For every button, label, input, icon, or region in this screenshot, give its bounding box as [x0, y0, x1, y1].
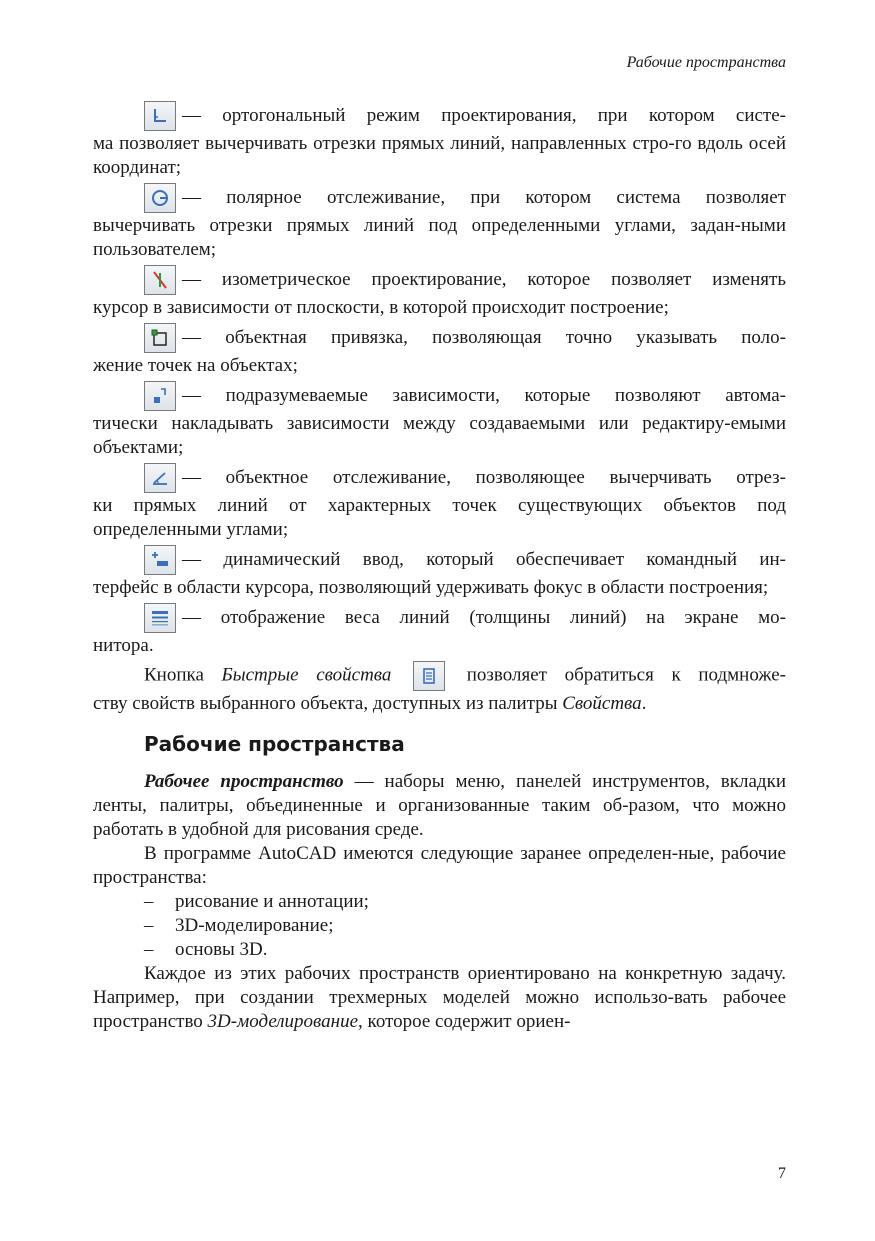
definition-text: — подразумеваемые зависимости, которые позволяют автома-	[182, 385, 786, 406]
definition-continuation: курсор в зависимости от плоскости, в которой происходит построение;	[93, 297, 669, 318]
definition-continuation: ки прямых линий от характерных точек существующих объектов под определенными углами;	[93, 495, 786, 540]
page-number: 7	[778, 1165, 786, 1182]
list-item: – основы 3D.	[144, 939, 268, 960]
definition-item	[93, 182, 786, 262]
list-item: – рисование и аннотации;	[144, 891, 369, 912]
definition-continuation: вычерчивать отрезки прямых линий под определенными углами, задан-ными пользователем;	[93, 215, 786, 260]
definition-item	[93, 462, 786, 542]
workspace-definition	[93, 770, 786, 842]
definition-item	[93, 264, 786, 320]
workspace-definition-text: — наборы меню, панелей инструментов, вкладки ленты, палитры, объединенные и организованные таким об-разом, что можно работать в удобной для рисования среде.	[93, 771, 786, 840]
definition-text: — полярное отслеживание, при котором система позволяет	[182, 187, 786, 208]
ortho-mode-icon	[144, 101, 176, 131]
definition-text: — объектная привязка, позволяющая точно указывать поло-	[182, 327, 786, 348]
quick-properties-icon	[413, 661, 445, 691]
workspace-term: Рабочее пространство	[144, 771, 344, 792]
definition-item	[93, 380, 786, 460]
isometric-icon	[144, 265, 176, 295]
definition-text: — изометрическое проектирование, которое позволяет изменять	[182, 269, 786, 290]
palette-name: Свойства	[562, 693, 642, 714]
definition-text: — динамический ввод, который обеспечивает командный ин-	[182, 549, 786, 570]
workspace-list	[93, 890, 786, 962]
list-item: – 3D-моделирование;	[144, 915, 334, 936]
quick-properties-continuation: ству свойств выбранного объекта, доступных из палитры	[93, 693, 558, 714]
running-head: Рабочие пространства	[626, 54, 786, 71]
definition-text: — объектное отслеживание, позволяющее вычерчивать отрез-	[182, 467, 786, 488]
workspace-3d-modeling: 3D-моделирование	[207, 1011, 359, 1032]
definition-item	[93, 602, 786, 658]
definition-item	[93, 544, 786, 600]
definition-continuation: тически накладывать зависимости между создаваемыми или редактиру-емыми объектами;	[93, 413, 786, 458]
definition-continuation: терфейс в области курсора, позволяющий удерживать фокус в области построения;	[93, 577, 769, 598]
autocad-intro: В программе AutoCAD имеются следующие заранее определен-ные, рабочие пространства:	[93, 843, 786, 888]
object-snap-icon	[144, 323, 176, 353]
definition-continuation: жение точек на объектах;	[93, 355, 298, 376]
quick-properties-paragraph: Кнопка Быстрые свойства позволяет обратиться к подмноже- ству свойств выбранного объекта, доступных из палитры Свойства.	[93, 660, 786, 716]
quick-properties-lead: Кнопка	[144, 664, 204, 686]
object-tracking-icon	[144, 463, 176, 493]
quick-properties-text: позволяет обратиться к подмноже-	[466, 664, 787, 686]
definition-continuation: ма позволяет вычерчивать отрезки прямых линий, направленных стро-го вдоль осей координат;	[93, 133, 786, 178]
lineweight-icon	[144, 603, 176, 633]
page-content	[93, 100, 786, 1034]
dynamic-input-icon	[144, 545, 176, 575]
definition-continuation: нитора.	[93, 635, 154, 656]
quick-properties-name: Быстрые свойства	[221, 664, 392, 686]
infer-constraints-icon	[144, 381, 176, 411]
polar-tracking-icon	[144, 183, 176, 213]
definition-text: — ортогональный режим проектирования, при котором систе-	[182, 105, 786, 126]
definition-item	[93, 322, 786, 378]
definition-item	[93, 100, 786, 180]
definition-text: — отображение веса линий (толщины линий) на экране мо-	[182, 607, 786, 628]
section-heading: Рабочие пространства	[144, 732, 405, 756]
closing-paragraph: Каждое из этих рабочих пространств ориентировано на конкретную задачу. Например, при создании трехмерных моделей можно использо-вать рабочее пространство 3D-моделирование, которое содержит ориен-	[93, 963, 786, 1032]
